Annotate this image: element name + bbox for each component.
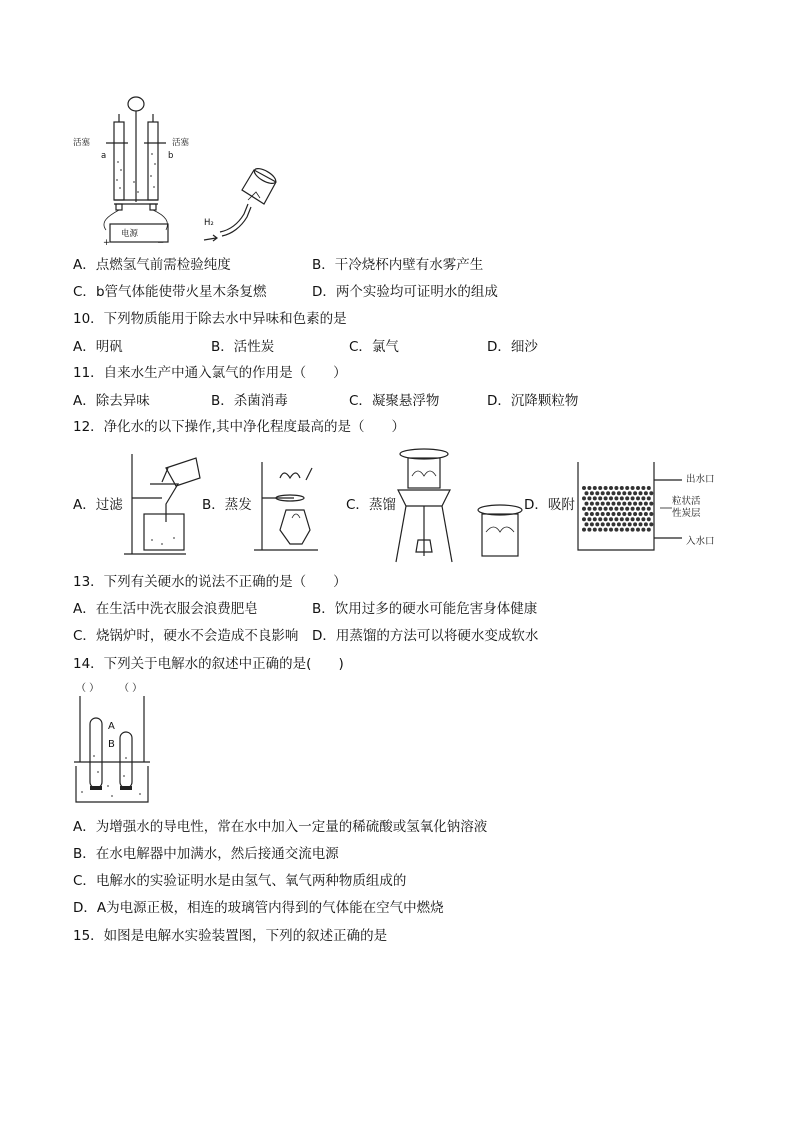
q12-option-b[interactable]: B．蒸发	[202, 497, 252, 513]
carbon-granule	[585, 491, 589, 495]
q13-stem: 13．下列有关硬水的说法不正确的是（ ）	[73, 574, 347, 590]
carbon-granule	[612, 491, 616, 495]
carbon-granule	[628, 522, 632, 526]
carbon-granule	[644, 522, 648, 526]
carbon-granule	[628, 502, 632, 506]
carbon-granule	[622, 502, 626, 506]
carbon-granule	[582, 507, 586, 511]
carbon-granule	[636, 486, 640, 490]
q10-stem: 10．下列物质能用于除去水中异味和色素的是	[73, 311, 347, 327]
carbon-granule	[620, 486, 624, 490]
q14-fig-paren-right: （ ）	[119, 683, 143, 694]
carbon-granule	[617, 491, 621, 495]
carbon-granule	[641, 528, 645, 532]
carbon-granule	[631, 528, 635, 532]
carbon-granule	[614, 507, 618, 511]
carbon-granule	[639, 502, 643, 506]
carbon-granule	[625, 507, 629, 511]
q14-fig-paren-left: （ ）	[76, 683, 100, 694]
carbon-granule	[633, 512, 637, 516]
carbon-granule	[641, 507, 645, 511]
carbon-granule	[582, 496, 586, 500]
carbon-granule	[585, 522, 589, 526]
carbon-granule	[609, 528, 613, 532]
q9-option-d[interactable]: D．两个实验均可证明水的组成	[312, 284, 498, 300]
carbon-granule	[582, 528, 586, 532]
carbon-granule	[609, 517, 613, 521]
carbon-granule	[609, 507, 613, 511]
q11-option-c[interactable]: C．凝聚悬浮物	[349, 393, 440, 409]
carbon-granule	[614, 528, 618, 532]
carbon-granule	[622, 522, 626, 526]
carbon-granule	[612, 502, 616, 506]
q14-option-c[interactable]: C．电解水的实验证明水是由氢气、氧气两种物质组成的	[73, 873, 407, 889]
carbon-granule	[641, 486, 645, 490]
carbon-granule	[593, 486, 597, 490]
q9-option-b[interactable]: B．干冷烧杯内壁有水雾产生	[312, 257, 484, 273]
power-supply-label: 电源	[121, 229, 139, 239]
q11-option-b[interactable]: B．杀菌消毒	[211, 393, 288, 409]
carbon-granule	[606, 491, 610, 495]
carbon-granule	[622, 491, 626, 495]
q14-stem: 14．下列关于电解水的叙述中正确的是( )	[73, 656, 344, 672]
stopcock-label-left: 活塞	[73, 138, 91, 148]
carbon-granule	[625, 517, 629, 521]
carbon-granule	[593, 517, 597, 521]
carbon-granule	[647, 517, 651, 521]
carbon-granule	[633, 491, 637, 495]
carbon-granule	[587, 517, 591, 521]
minus-sign: −	[157, 238, 165, 248]
q13-option-a[interactable]: A．在生活中洗衣服会浪费肥皂	[73, 601, 258, 617]
carbon-granule	[593, 496, 597, 500]
carbon-granule	[604, 496, 608, 500]
carbon-granule	[609, 486, 613, 490]
carbon-granule	[647, 528, 651, 532]
carbon-granule	[625, 486, 629, 490]
carbon-granule	[612, 522, 616, 526]
carbon-granule	[620, 507, 624, 511]
carbon-granule	[585, 512, 589, 516]
carbon-granule	[639, 522, 643, 526]
carbon-granule	[604, 486, 608, 490]
carbon-granule	[595, 512, 599, 516]
carbon-granule	[617, 502, 621, 506]
carbon-granule	[631, 517, 635, 521]
carbon-granule	[631, 507, 635, 511]
carbon-granule	[636, 507, 640, 511]
tube-label-a: a	[101, 151, 107, 161]
carbon-granule	[633, 502, 637, 506]
carbon-granule	[614, 486, 618, 490]
q14-electrolysis-drawing	[72, 696, 152, 808]
carbon-granule	[587, 496, 591, 500]
carbon-granule	[585, 502, 589, 506]
carbon-granule	[644, 512, 648, 516]
q10-option-c[interactable]: C．氯气	[349, 339, 399, 355]
q14-option-b[interactable]: B．在水电解器中加满水，然后接通交流电源	[73, 846, 339, 862]
carbon-granule	[644, 491, 648, 495]
q10-option-b[interactable]: B．活性炭	[211, 339, 275, 355]
stopcock-label-right: 活塞	[172, 138, 190, 148]
carbon-granule	[636, 517, 640, 521]
carbon-granule	[639, 491, 643, 495]
carbon-granule	[622, 512, 626, 516]
carbon-granule	[604, 517, 608, 521]
carbon-granule	[590, 491, 594, 495]
q15-stem: 15．如图是电解水实验装置图，下列的叙述正确的是	[73, 928, 388, 944]
carbon-granule	[647, 507, 651, 511]
q13-option-c[interactable]: C．烧锅炉时，硬水不会造成不良影响	[73, 628, 299, 644]
carbon-granule	[617, 512, 621, 516]
carbon-granule	[595, 502, 599, 506]
carbon-granule	[620, 528, 624, 532]
carbon-granule	[614, 496, 618, 500]
q12-option-a[interactable]: A．过滤	[73, 497, 123, 513]
carbon-granule	[649, 522, 653, 526]
q14-fig-label-a: A	[108, 721, 115, 732]
carbon-granule	[625, 528, 629, 532]
h2-label: H₂	[204, 218, 214, 228]
carbon-granule	[649, 502, 653, 506]
carbon-granule	[609, 496, 613, 500]
carbon-granule	[601, 512, 605, 516]
q12-option-c[interactable]: C．蒸馏	[346, 497, 396, 513]
carbon-granule	[636, 528, 640, 532]
carbon-granule	[636, 496, 640, 500]
carbon-granule	[644, 502, 648, 506]
evaporation-apparatus-drawing	[250, 458, 340, 554]
carbon-granule	[647, 486, 651, 490]
carbon-granule	[641, 496, 645, 500]
carbon-granule	[614, 517, 618, 521]
carbon-granule	[590, 522, 594, 526]
carbon-granule	[601, 502, 605, 506]
carbon-granule	[595, 491, 599, 495]
filtration-apparatus-drawing	[122, 448, 202, 560]
carbon-granule	[582, 517, 586, 521]
adsorption-filter-drawing	[576, 458, 686, 554]
carbon-granule	[590, 512, 594, 516]
carbon-granule	[587, 486, 591, 490]
carbon-granule	[601, 522, 605, 526]
q14-option-a[interactable]: A．为增强水的导电性，常在水中加入一定量的稀硫酸或氢氧化钠溶液	[73, 819, 488, 835]
carbon-granule	[587, 507, 591, 511]
carbon-granule	[606, 502, 610, 506]
carbon-granule	[631, 486, 635, 490]
carbon-granule	[606, 522, 610, 526]
carbon-granule	[649, 491, 653, 495]
carbon-granule	[598, 517, 602, 521]
q9-option-c[interactable]: C．b管气体能使带火星木条复燃	[73, 284, 267, 300]
carbon-granule	[598, 486, 602, 490]
carbon-granule	[628, 491, 632, 495]
water-inlet-label: 入水口	[686, 536, 715, 547]
carbon-granule	[647, 496, 651, 500]
carbon-granule	[641, 517, 645, 521]
carbon-granule	[620, 517, 624, 521]
carbon-granule	[604, 507, 608, 511]
carbon-granule	[598, 507, 602, 511]
q12-option-d[interactable]: D．吸附	[524, 497, 575, 513]
carbon-granule	[604, 528, 608, 532]
carbon-granule	[582, 486, 586, 490]
carbon-granule	[628, 512, 632, 516]
q11-stem: 11．自来水生产中通入氯气的作用是（ ）	[73, 365, 347, 381]
carbon-granule	[587, 528, 591, 532]
q11-option-a[interactable]: A．除去异味	[73, 393, 150, 409]
q10-option-d[interactable]: D．细沙	[487, 339, 538, 355]
carbon-granule	[598, 528, 602, 532]
carbon-layer-label-1: 粒状活	[672, 496, 701, 507]
water-outlet-label: 出水口	[686, 474, 715, 485]
carbon-granule	[649, 512, 653, 516]
carbon-granule	[631, 496, 635, 500]
carbon-granule	[617, 522, 621, 526]
carbon-granule	[639, 512, 643, 516]
plus-sign: +	[103, 238, 111, 248]
carbon-granule	[598, 496, 602, 500]
carbon-granule	[593, 528, 597, 532]
carbon-granule	[620, 496, 624, 500]
q13-option-d[interactable]: D．用蒸馏的方法可以将硬水变成软水	[312, 628, 539, 644]
q13-option-b[interactable]: B．饮用过多的硬水可能危害身体健康	[312, 601, 538, 617]
carbon-granule	[625, 496, 629, 500]
carbon-granule	[606, 512, 610, 516]
carbon-granule	[601, 491, 605, 495]
q10-option-a[interactable]: A．明矾	[73, 339, 123, 355]
q12-stem: 12．净化水的以下操作,其中净化程度最高的是（ ）	[73, 419, 405, 435]
carbon-granule	[590, 502, 594, 506]
q14-fig-label-b: B	[108, 739, 115, 750]
q9-option-a[interactable]: A．点燃氢气前需检验纯度	[73, 257, 231, 273]
tube-label-b: b	[168, 151, 174, 161]
carbon-granule	[633, 522, 637, 526]
q11-option-d[interactable]: D．沉降颗粒物	[487, 393, 579, 409]
carbon-granule	[612, 512, 616, 516]
carbon-granule	[595, 522, 599, 526]
q14-option-d[interactable]: D．A为电源正极，相连的玻璃管内得到的气体能在空气中燃烧	[73, 900, 444, 916]
carbon-layer-label-2: 性炭层	[672, 508, 701, 519]
electrolysis-apparatus-drawing	[70, 92, 280, 252]
carbon-granule	[593, 507, 597, 511]
